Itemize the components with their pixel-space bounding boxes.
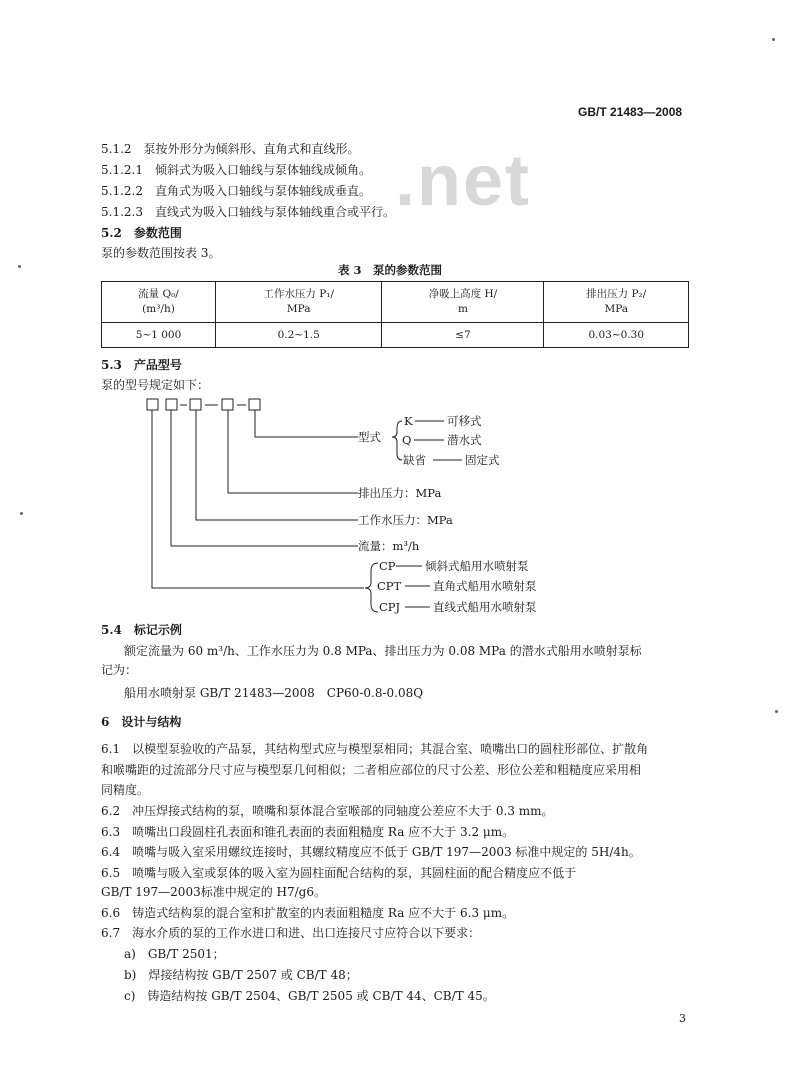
flow-label: 流量：m³/h: [358, 539, 420, 553]
type-code-default: 缺省: [403, 453, 426, 467]
clause-6-5-line1: 6.5 喷嘴与吸入室或泵体的吸入室为圆柱面配合结构的泵，其圆柱面的配合精度应不低于: [101, 866, 577, 880]
page-number: 3: [679, 1012, 686, 1025]
header-working-pressure-unit: MPa: [286, 303, 311, 315]
model-intro: 泵的型号规定如下：: [101, 378, 210, 392]
header-suction-height: 净吸上高度 H/: [428, 288, 498, 300]
placeholder-box: [166, 399, 177, 410]
clause-6-5-line2: GB/T 197—2003标准中规定的 H7/g6。: [101, 885, 326, 899]
marking-text-line1: 额定流量为 60 m³/h、工作水压力为 0.8 MPa、排出压力为 0.08 MPa 的潜水式船用水喷射泵标: [124, 644, 642, 658]
type-code-q: Q: [402, 433, 412, 447]
list-item-b: b) 焊接结构按 GB/T 2507 或 CB/T 48；: [124, 968, 358, 982]
clause-6-4: 6.4 喷嘴与吸入室采用螺纹连接时，其螺纹精度应不低于 GB/T 197—2003 标准中规定的 5H/4h。: [101, 845, 641, 859]
pump-desc-cp: 倾斜式船用水喷射泵: [425, 559, 529, 573]
pump-code-cpt: CPT: [377, 579, 402, 593]
clause-6-2: 6.2 冲压焊接式结构的泵，喷嘴和泵体混合室喉部的同轴度公差应不大于 0.3 mm。: [101, 804, 554, 818]
clause-6-7: 6.7 海水介质的泵的工作水进口和进、出口连接尺寸应符合以下要求：: [101, 926, 481, 940]
clause-6-3: 6.3 喷嘴出口段圆柱孔表面和锥孔表面的表面粗糙度 Ra 应不大于 3.2 μm。: [101, 825, 515, 839]
standard-number: GB/T 21483—2008: [578, 105, 683, 119]
clause-5-1-2-1: 5.1.2.1 倾斜式为吸入口轴线与泵体轴线成倾角。: [101, 163, 371, 177]
type-desc-q: 潜水式: [447, 433, 482, 447]
header-working-pressure: 工作水压力 P₁/: [263, 288, 335, 300]
working-pressure-label: 工作水压力：MPa: [358, 513, 453, 527]
clause-6-1-line1: 6.1 以模型泵验收的产品泵，其结构型式应与模型泵相同；其混合室、喷嘴出口的圆柱形部位、扩散角: [101, 742, 649, 756]
clause-6-1-line3: 同精度。: [101, 783, 150, 797]
pump-code-cp: CP: [379, 559, 396, 573]
header-outlet-pressure-unit: MPa: [604, 303, 629, 315]
list-item-c: c) 铸造结构按 GB/T 2504、GB/T 2505 或 CB/T 44、CB/T 45。: [124, 989, 495, 1003]
list-item-a: a) GB/T 2501；: [124, 947, 225, 961]
watermark: .net: [395, 141, 532, 221]
header-outlet-pressure: 排出压力 P₂/: [586, 288, 647, 300]
heading-5-3: 5.3 产品型号: [101, 358, 182, 372]
flow-leader-line: [171, 410, 358, 546]
outlet-pressure-label: 排出压力：MPa: [358, 486, 442, 500]
heading-5-2: 5.2 参数范围: [101, 226, 182, 240]
heading-6: 6 设计与结构: [101, 715, 182, 729]
type-desc-k: 可移式: [447, 414, 482, 428]
placeholder-box: [147, 399, 158, 410]
clause-5-2-text: 泵的参数范围按表 3。: [101, 246, 221, 260]
clause-5-1-2-3: 5.1.2.3 直线式为吸入口轴线与泵体轴线重合或平行。: [101, 205, 395, 219]
clause-6-1-line2: 和喉嘴距的过流部分尺寸应与模型泵几何相似；二者相应部位的尺寸公差、形位公差和粗糙度应采用相: [101, 763, 642, 777]
header-suction-height-unit: m: [457, 303, 468, 315]
header-flow-unit: (m³/h): [142, 303, 175, 315]
placeholder-box: [222, 399, 233, 410]
marking-text-line2: 记为：: [101, 663, 138, 677]
placeholder-box: [249, 399, 260, 410]
clause-5-1-2: 5.1.2 泵按外形分为倾斜形、直角式和直线形。: [101, 142, 360, 156]
placeholder-box: [190, 399, 201, 410]
table-caption: 表 3 泵的参数范围: [338, 263, 443, 277]
pump-desc-cpj: 直线式船用水喷射泵: [433, 600, 537, 614]
marking-example: 船用水喷射泵 GB/T 21483—2008 CP60-0.8-0.08Q: [124, 686, 424, 700]
table-cell: 5~1 000: [102, 323, 216, 348]
table-cell: ≤7: [382, 323, 544, 348]
pump-desc-cpt: 直角式船用水喷射泵: [433, 579, 537, 593]
type-label: 型式: [358, 430, 381, 444]
heading-5-4: 5.4 标记示例: [101, 623, 182, 637]
clause-6-6: 6.6 铸造式结构泵的混合室和扩散室的内表面粗糙度 Ra 应不大于 6.3 μm。: [101, 906, 515, 920]
pump-code-cpj: CPJ: [379, 600, 401, 614]
table-cell: 0.03~0.30: [544, 323, 689, 348]
type-desc-default: 固定式: [465, 453, 500, 467]
outlet-pressure-leader-line: [228, 410, 358, 493]
type-leader-line: [255, 410, 358, 437]
type-code-k: K: [404, 414, 413, 428]
working-pressure-leader-line: [196, 410, 358, 520]
table-cell: 0.2~1.5: [215, 323, 381, 348]
header-flow: 流量 Q₀/: [138, 288, 179, 300]
clause-5-1-2-2: 5.1.2.2 直角式为吸入口轴线与泵体轴线成垂直。: [101, 184, 371, 198]
type-brace: [392, 421, 402, 460]
